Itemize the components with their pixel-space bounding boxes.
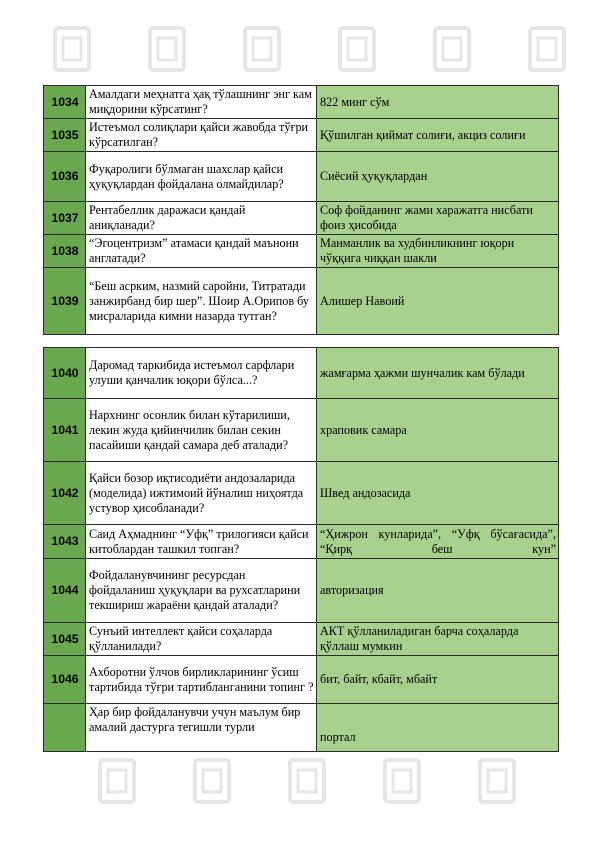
question-text: Истеъмол солиқлари қайси жавобда тўғри кўрсатилган? [86,119,317,152]
question-text: Фойдаланувчининг ресурсдан фойдаланиш ҳуқуқлари ва рухсатларини текшириш жараёни қандай аталади? [86,559,317,623]
question-number: 1044 [44,559,86,623]
answer-text: 822 минг сўм [317,86,559,119]
answer-text: портал [317,704,559,752]
question-text: “Беш асрким, назмий саройни, Титратади занжирбанд бир шер”. Шоир А.Орипов бу мисраларида кимни назарда тутган? [86,268,317,335]
question-number: 1039 [44,268,86,335]
qa-table-2 [43,347,559,752]
table-row [44,119,559,152]
question-number: 1041 [44,399,86,462]
question-text: Даромад таркибида истеъмол сарфлари улуши қанчалик юқори бўлса...? [86,348,317,399]
question-text: Сунъий интеллект қайси соҳаларда қўлланилади? [86,623,317,656]
table-row [44,704,559,752]
question-number: 1037 [44,202,86,235]
question-text: Фуқаролиги бўлмаган шахслар қайси ҳуқуқлардан фойдалана олмайдилар? [86,152,317,202]
table-row [44,525,559,559]
question-number: 1038 [44,235,86,268]
qa-table-1 [43,85,559,335]
question-text: Рентабеллик даражаси қандай аниқланади? [86,202,317,235]
question-number: 1045 [44,623,86,656]
answer-text: бит, байт, кбайт, мбайт [317,656,559,704]
table-row [44,86,559,119]
answer-text: Манманлик ва худбинликнинг юқори чўққига чиққан шакли [317,235,559,268]
answer-text: храповик самара [317,399,559,462]
answer-text: жамғарма ҳажми шунчалик кам бўлади [317,348,559,399]
question-text: Саид Аҳмаднинг “Уфқ” трилогияси қайси китоблардан ташкил топган? [86,525,317,559]
question-number [44,704,86,752]
question-text: Нархнинг осонлик билан кўтарилиши, лекин жуда қийинчилик билан секин пасайиши қандай самара деб аталади? [86,399,317,462]
table-row [44,235,559,268]
table-row [44,399,559,462]
answer-text: Соф фойданинг жами харажатга нисбати фоиз ҳисобида [317,202,559,235]
question-number: 1034 [44,86,86,119]
table-row [44,268,559,335]
question-text: “Эгоцентризм” атамаси қандай маънони англатади? [86,235,317,268]
table-row [44,462,559,525]
question-number: 1046 [44,656,86,704]
question-number: 1043 [44,525,86,559]
answer-text: АКТ қўлланиладиган барча соҳаларда қўллаш мумкин [317,623,559,656]
answer-text: Сиёсий ҳуқуқлардан [317,152,559,202]
question-text: Амалдаги меҳнатга ҳақ тўлашнинг энг кам миқдорини кўрсатинг? [86,86,317,119]
answer-text: авторизация [317,559,559,623]
question-text: Қайси бозор иқтисодиёти андозаларида (моделида) ижтимоий йўналиш ниҳоятда устувор ҳисобланади? [86,462,317,525]
table-row [44,202,559,235]
answer-text: Швед андозасида [317,462,559,525]
answer-text: Қўшилган қиймат солиғи, акциз солиғи [317,119,559,152]
table-row [44,559,559,623]
question-number: 1040 [44,348,86,399]
table-row [44,348,559,399]
answer-text: Алишер Навоий [317,268,559,335]
question-number: 1042 [44,462,86,525]
table-row [44,623,559,656]
question-number: 1036 [44,152,86,202]
question-text: Ахборотни ўлчов бирликларининг ўсиш тартибида тўғри тартибланганини топинг ? [86,656,317,704]
question-text: Ҳар бир фойдаланувчи учун маълум бир амалий дастурга тегишли турли [86,704,317,752]
question-number: 1035 [44,119,86,152]
answer-text: “Ҳижрон кунларида”, “Уфқ бўсағасида”, “Қирқ беш кун” [317,525,559,559]
table-row [44,656,559,704]
table-row [44,152,559,202]
